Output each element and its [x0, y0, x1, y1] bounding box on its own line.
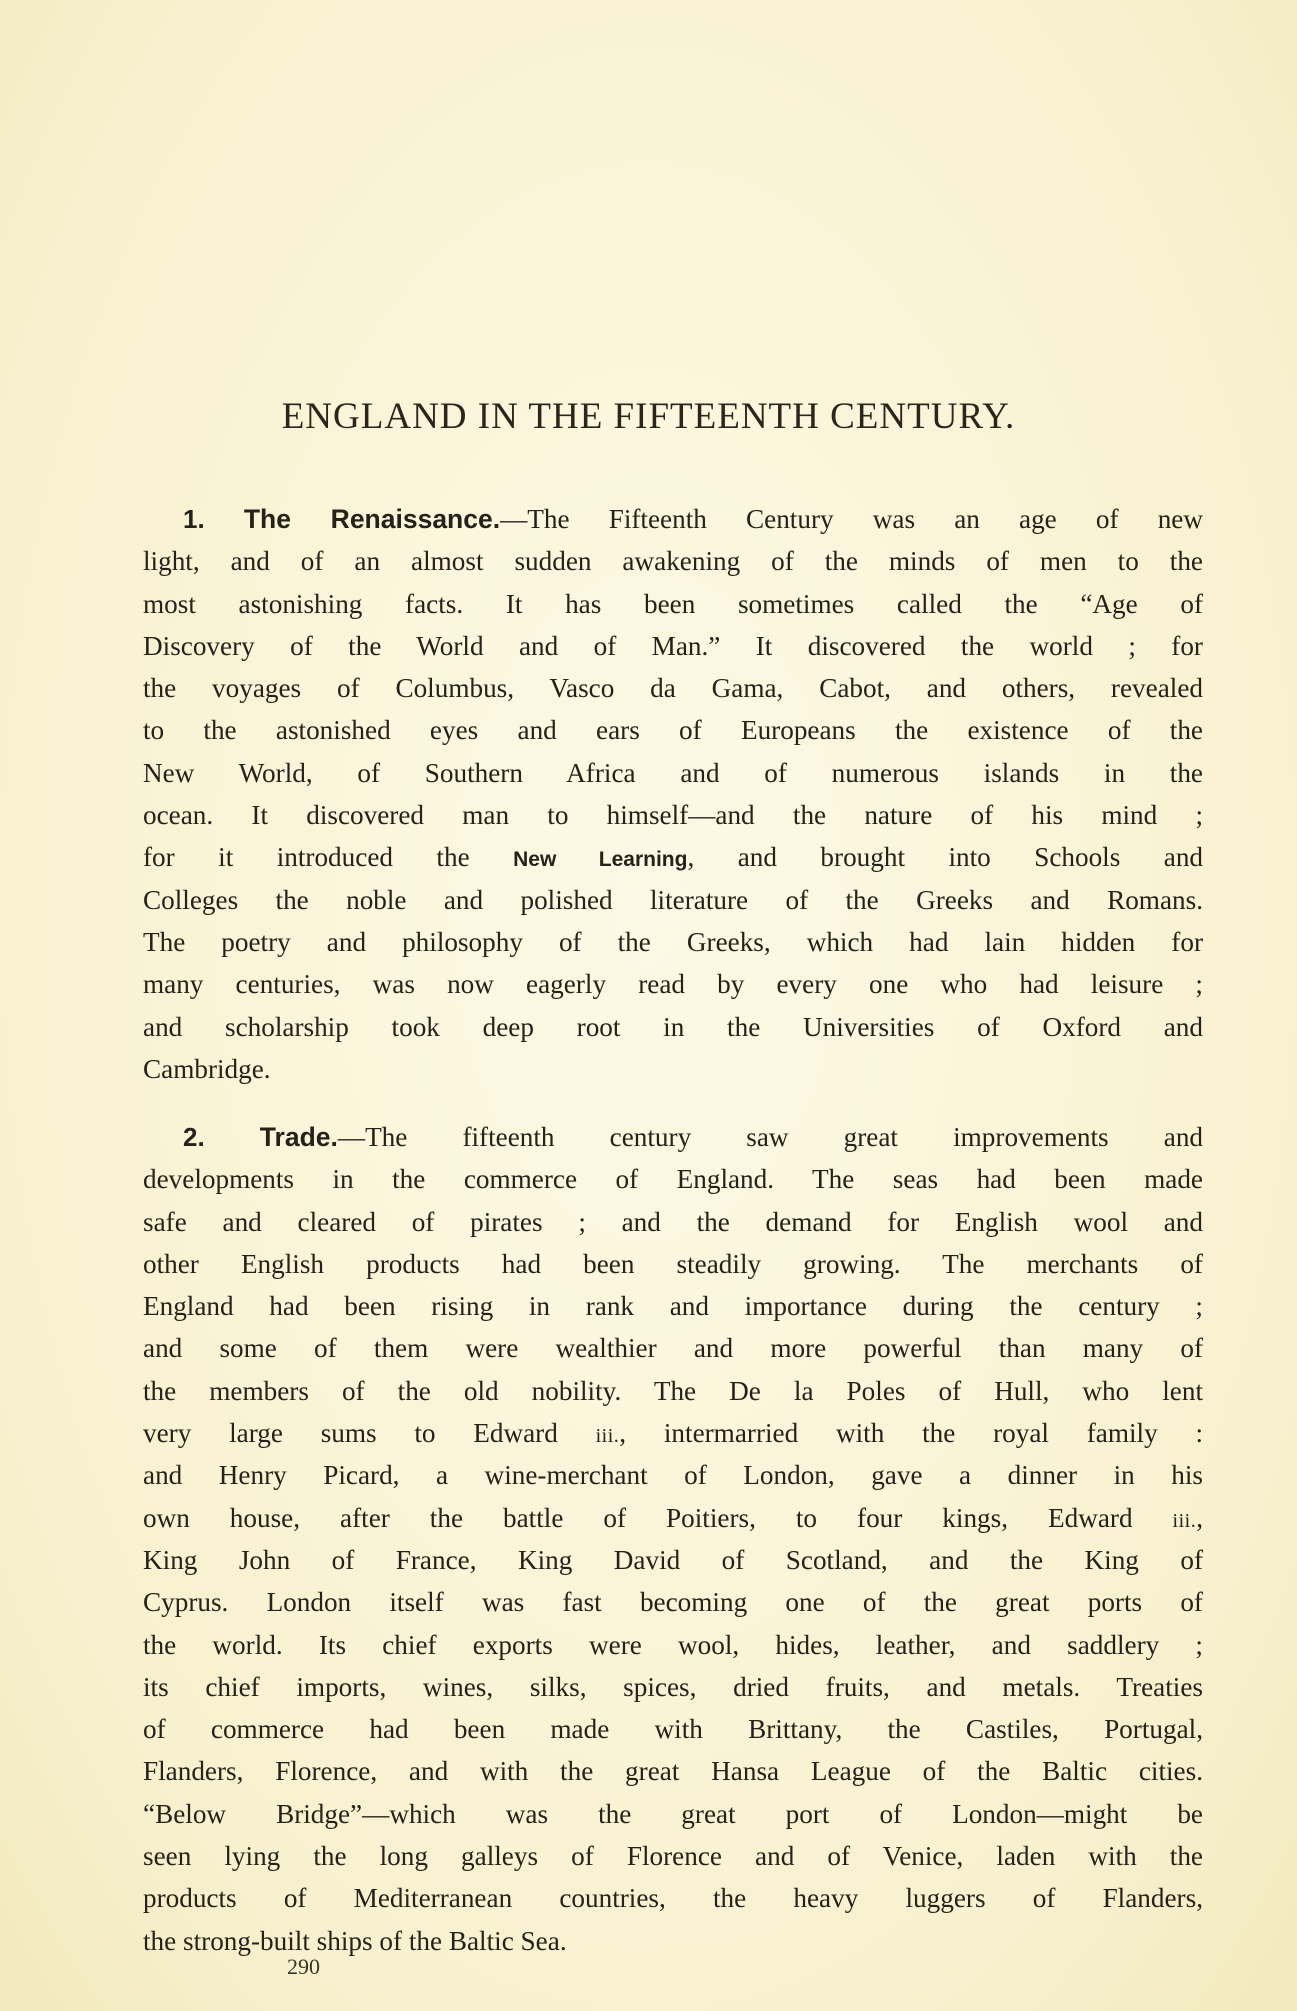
section-number: 2.: [183, 1122, 205, 1152]
paragraph-line: Flanders, Florence, and with the great Hansa League of the Baltic cities.: [143, 1756, 1203, 1787]
paragraph-line: other English products had been steadily growing. The merchants of: [143, 1248, 1203, 1279]
paragraph-line: Cyprus. London itself was fast becoming one of the great ports of: [143, 1587, 1203, 1618]
paragraph-line: to the astonished eyes and ears of Europeans the existence of the: [143, 715, 1203, 746]
paragraph-line: very large sums to Edward iii., intermarried with the royal family :: [143, 1418, 1204, 1449]
paragraph-line: 1. The Renaissance.—The Fifteenth Century was an age of new: [183, 504, 1203, 534]
paragraph-line: England had been rising in rank and importance during the century ;: [143, 1291, 1203, 1322]
paragraph-line: 2. Trade.—The fifteenth century saw great improvements and: [183, 1122, 1204, 1152]
page-number: 290: [287, 1954, 320, 1979]
section-heading: The Renaissance.: [243, 504, 501, 534]
paragraph-line: light, and of an almost sudden awakening of the minds of men to the: [143, 546, 1203, 577]
paragraph-line: Colleges the noble and polished literature of the Greeks and Romans.: [143, 884, 1203, 915]
emphasis-new-learning: New Learning: [513, 848, 688, 872]
paragraph-line: developments in the commerce of England. The seas had been made: [143, 1164, 1203, 1195]
section-trade: [143, 1116, 1203, 1962]
section-renaissance: [143, 498, 1203, 1090]
paragraph-line: the members of the old nobility. The De la Poles of Hull, who lent: [143, 1375, 1203, 1406]
paragraph-line: many centuries, was now eagerly read by every one who had leisure ;: [143, 969, 1203, 1000]
paragraph-line: the voyages of Columbus, Vasco da Gama, Cabot, and others, revealed: [143, 673, 1203, 704]
section-heading: Trade.: [259, 1122, 338, 1152]
paragraph-line: Cambridge.: [143, 1053, 271, 1084]
regnal-numeral: iii.: [595, 1425, 620, 1448]
paragraph-line: New World, of Southern Africa and of numerous islands in the: [143, 757, 1203, 788]
paragraph-line: products of Mediterranean countries, the heavy luggers of Flanders,: [143, 1883, 1203, 1914]
paragraph-line: Discovery of the World and of Man.” It discovered the world ; for: [143, 630, 1203, 661]
paragraph-line: for it introduced the New Learning, and brought into Schools and: [143, 842, 1204, 873]
paragraph-line: seen lying the long galleys of Florence and of Venice, laden with the: [143, 1841, 1203, 1872]
paragraph-line: of commerce had been made with Brittany, the Castiles, Portugal,: [143, 1714, 1203, 1745]
paragraph-line: safe and cleared of pirates ; and the demand for English wool and: [143, 1206, 1203, 1237]
chapter-title: ENGLAND IN THE FIFTEENTH CENTURY.: [281, 396, 1016, 437]
paragraph-line: its chief imports, wines, silks, spices, dried fruits, and metals. Treaties: [143, 1671, 1203, 1702]
paragraph-line: ocean. It discovered man to himself—and the nature of his mind ;: [143, 800, 1203, 831]
paragraph-line: the strong-built ships of the Baltic Sea.: [143, 1925, 567, 1956]
paragraph-line: “Below Bridge”—which was the great port of London—might be: [143, 1798, 1203, 1829]
regnal-numeral: iii.: [1172, 1509, 1197, 1532]
paragraph-line: King John of France, King David of Scotland, and the King of: [143, 1544, 1203, 1575]
paragraph-line: own house, after the battle of Poitiers, to four kings, Edward iii.,: [143, 1502, 1204, 1533]
section-number: 1.: [183, 504, 205, 534]
paragraph-line: most astonishing facts. It has been sometimes called the “Age of: [143, 588, 1203, 619]
paragraph-line: and scholarship took deep root in the Universities of Oxford and: [143, 1011, 1203, 1042]
paragraph-line: The poetry and philosophy of the Greeks, which had lain hidden for: [143, 926, 1203, 957]
paragraph-line: and Henry Picard, a wine-merchant of London, gave a dinner in his: [143, 1460, 1203, 1491]
paragraph-line: and some of them were wealthier and more powerful than many of: [143, 1333, 1203, 1364]
paragraph-line: the world. Its chief exports were wool, hides, leather, and saddlery ;: [143, 1629, 1203, 1660]
